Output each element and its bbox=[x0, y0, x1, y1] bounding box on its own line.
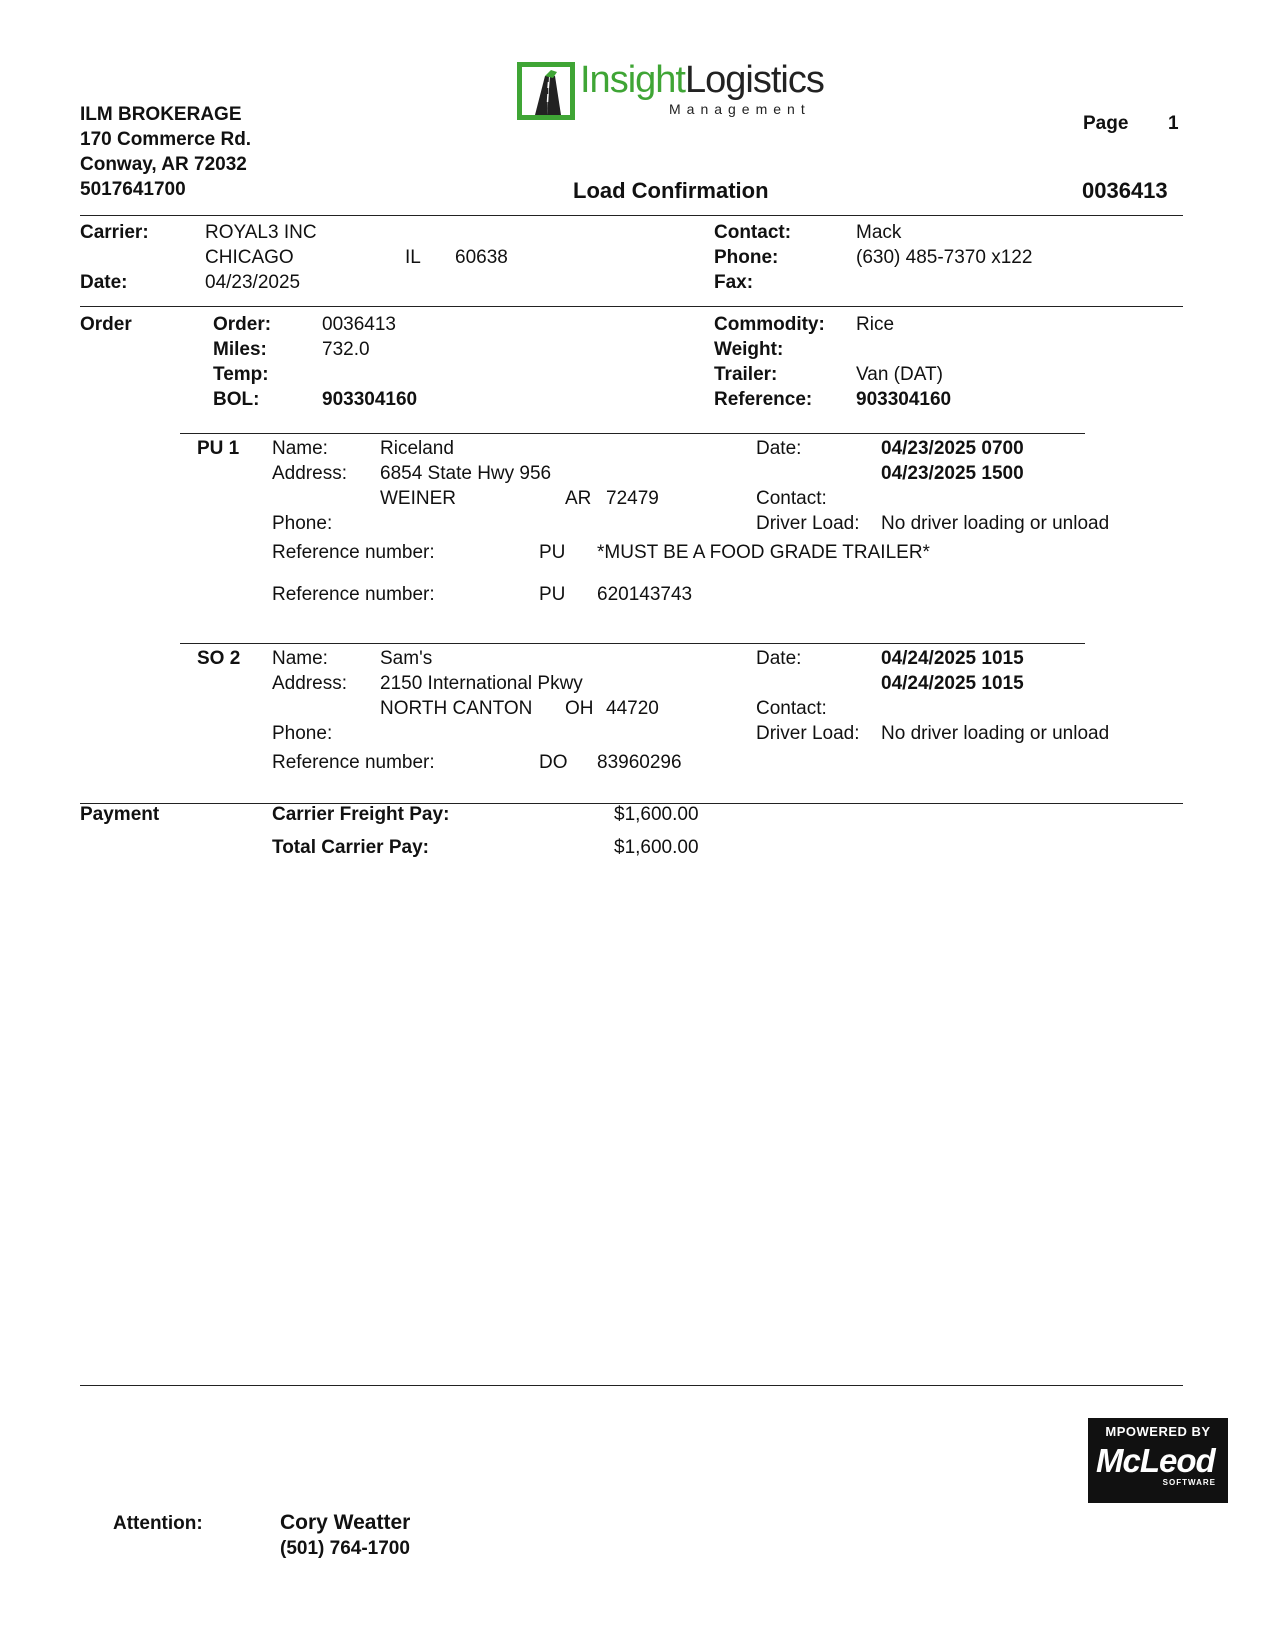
stop-state: OH bbox=[565, 698, 594, 719]
stop-contact-label: Contact: bbox=[756, 698, 827, 719]
stop-name: Riceland bbox=[380, 438, 454, 459]
company-phone: 5017641700 bbox=[80, 179, 186, 200]
stop-date-end: 04/24/2025 1015 bbox=[881, 673, 1024, 694]
reference-value: 83960296 bbox=[597, 752, 682, 773]
stop-address-label: Address: bbox=[272, 673, 347, 694]
stop-date-start: 04/23/2025 0700 bbox=[881, 438, 1024, 459]
reference-value: *MUST BE A FOOD GRADE TRAILER* bbox=[597, 542, 930, 563]
freight-pay-label: Carrier Freight Pay: bbox=[272, 804, 450, 825]
weight-label: Weight: bbox=[714, 339, 784, 360]
carrier-phone: (630) 485-7370 x122 bbox=[856, 247, 1033, 268]
divider bbox=[180, 433, 1085, 434]
stop-name: Sam's bbox=[380, 648, 433, 669]
carrier-label: Carrier: bbox=[80, 222, 149, 243]
stop-state: AR bbox=[565, 488, 592, 509]
attention-phone: (501) 764-1700 bbox=[280, 1538, 410, 1559]
order-bol: 903304160 bbox=[322, 389, 418, 410]
freight-pay-amount: $1,600.00 bbox=[614, 804, 699, 825]
order-reference: 903304160 bbox=[856, 389, 952, 410]
reference-number-label: Reference number: bbox=[272, 752, 435, 773]
stop-city: NORTH CANTON bbox=[380, 698, 533, 719]
divider bbox=[80, 215, 1183, 216]
reference-number-label: Reference number: bbox=[272, 542, 435, 563]
commodity-label: Commodity: bbox=[714, 314, 825, 335]
carrier-date: 04/23/2025 bbox=[205, 272, 301, 293]
logo-wordmark: InsightLogistics bbox=[580, 59, 824, 101]
stop-date-start: 04/24/2025 1015 bbox=[881, 648, 1024, 669]
total-pay-label: Total Carrier Pay: bbox=[272, 837, 429, 858]
stop-zip: 44720 bbox=[606, 698, 659, 719]
insight-logistics-logo bbox=[517, 59, 847, 122]
payment-section-label: Payment bbox=[80, 804, 160, 825]
stop-driver-load: No driver loading or unload bbox=[881, 723, 1110, 744]
road-logo-icon bbox=[517, 62, 575, 120]
company-address-line2: Conway, AR 72032 bbox=[80, 154, 247, 175]
stop-phone-label: Phone: bbox=[272, 513, 333, 534]
order-commodity: Rice bbox=[856, 314, 895, 335]
stop-address-label: Address: bbox=[272, 463, 347, 484]
order-section-label: Order bbox=[80, 314, 132, 335]
stop-name-label: Name: bbox=[272, 648, 328, 669]
company-name: ILM BROKERAGE bbox=[80, 104, 242, 125]
trailer-label: Trailer: bbox=[714, 364, 778, 385]
stop-zip: 72479 bbox=[606, 488, 659, 509]
stop-address: 2150 International Pkwy bbox=[380, 673, 583, 694]
divider bbox=[80, 1385, 1183, 1386]
stop-driver-load-label: Driver Load: bbox=[756, 513, 860, 534]
order-label: Order: bbox=[213, 314, 272, 335]
order-miles: 732.0 bbox=[322, 339, 370, 360]
logo-subtitle: Management bbox=[669, 101, 811, 117]
carrier-zip: 60638 bbox=[455, 247, 508, 268]
stop-code: PU 1 bbox=[197, 438, 240, 459]
stop-driver-load: No driver loading or unload bbox=[881, 513, 1110, 534]
stop-city: WEINER bbox=[380, 488, 456, 509]
stop-address: 6854 State Hwy 956 bbox=[380, 463, 552, 484]
page-number: 1 bbox=[1168, 113, 1179, 134]
total-pay-amount: $1,600.00 bbox=[614, 837, 699, 858]
miles-label: Miles: bbox=[213, 339, 267, 360]
divider bbox=[180, 643, 1085, 644]
reference-type: PU bbox=[539, 584, 566, 605]
order-trailer: Van (DAT) bbox=[856, 364, 943, 385]
reference-type: PU bbox=[539, 542, 566, 563]
date-label: Date: bbox=[80, 272, 128, 293]
reference-type: DO bbox=[539, 752, 568, 773]
carrier-contact: Mack bbox=[856, 222, 902, 243]
contact-label: Contact: bbox=[714, 222, 792, 243]
document-title: Load Confirmation bbox=[573, 178, 769, 203]
page-label: Page bbox=[1083, 113, 1129, 134]
stop-date-label: Date: bbox=[756, 648, 802, 669]
reference-number-label: Reference number: bbox=[272, 584, 435, 605]
attention-label: Attention: bbox=[113, 1513, 203, 1534]
stop-code: SO 2 bbox=[197, 648, 241, 669]
reference-value: 620143743 bbox=[597, 584, 693, 605]
temp-label: Temp: bbox=[213, 364, 269, 385]
order-number: 0036413 bbox=[322, 314, 396, 335]
carrier-city: CHICAGO bbox=[205, 247, 294, 268]
mcleod-software-badge: MPOWERED BY McLeod SOFTWARE bbox=[1088, 1418, 1228, 1503]
divider bbox=[80, 306, 1183, 307]
stop-date-end: 04/23/2025 1500 bbox=[881, 463, 1024, 484]
stop-phone-label: Phone: bbox=[272, 723, 333, 744]
company-address-line1: 170 Commerce Rd. bbox=[80, 129, 252, 150]
confirmation-number: 0036413 bbox=[1082, 178, 1168, 203]
attention-name: Cory Weatter bbox=[280, 1511, 411, 1534]
stop-contact-label: Contact: bbox=[756, 488, 827, 509]
stop-name-label: Name: bbox=[272, 438, 328, 459]
reference-label: Reference: bbox=[714, 389, 813, 410]
bol-label: BOL: bbox=[213, 389, 260, 410]
phone-label: Phone: bbox=[714, 247, 779, 268]
fax-label: Fax: bbox=[714, 272, 754, 293]
carrier-name: ROYAL3 INC bbox=[205, 222, 317, 243]
carrier-state: IL bbox=[405, 247, 421, 268]
stop-driver-load-label: Driver Load: bbox=[756, 723, 860, 744]
stop-date-label: Date: bbox=[756, 438, 802, 459]
